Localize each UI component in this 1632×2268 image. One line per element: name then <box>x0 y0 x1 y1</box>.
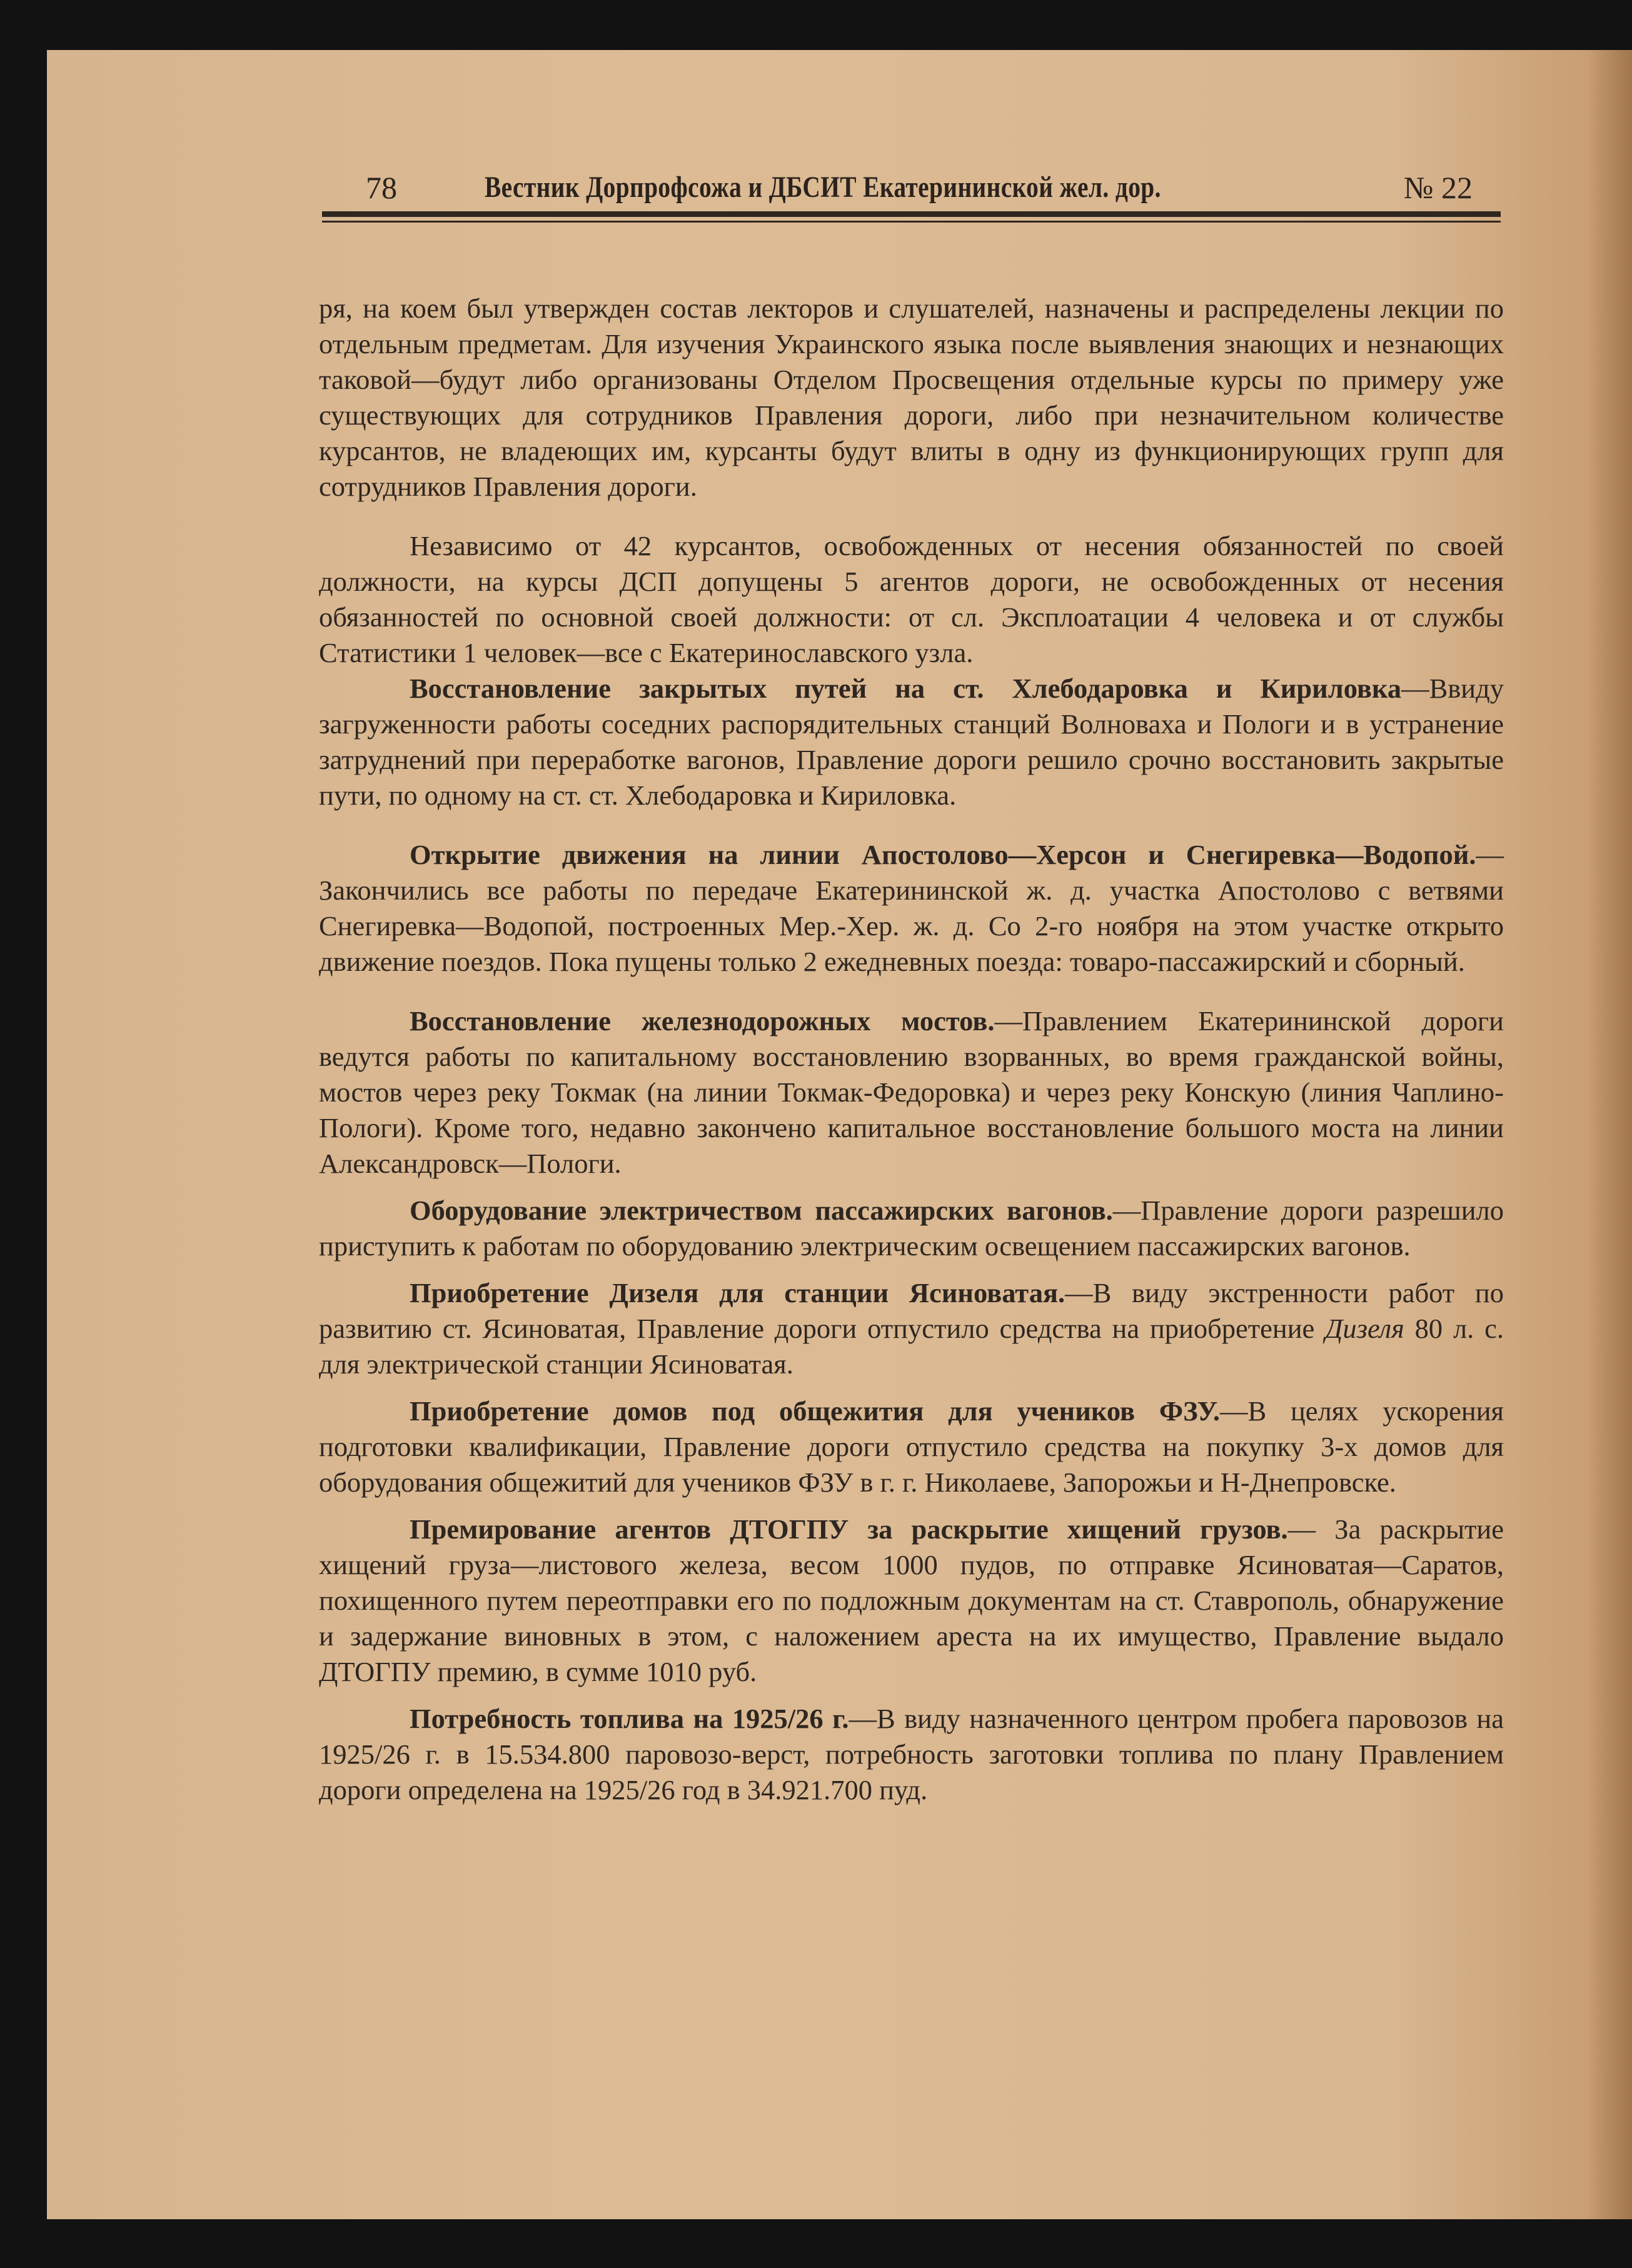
paragraph-text: —В целях ускорения подготовки квалификации, Правление дороги отпустило средства на покупку 3-х домов для оборудования общежитий для учеников ФЗУ в г. г. Николаеве, Запорожьи и Н-Днепровске. <box>319 1395 1504 1498</box>
paragraph-heading: Восстановление железнодорожных мостов. <box>410 1005 995 1036</box>
journal-page <box>47 50 1632 2219</box>
paragraph-heading: Восстановление закрытых путей на ст. Хлебодаровка и Кириловка <box>410 673 1402 704</box>
article-body <box>319 291 1504 1808</box>
header-rule-thick <box>322 211 1501 217</box>
paragraph-bonus <box>319 1512 1504 1690</box>
paragraph-italic-text: Дизеля <box>1325 1313 1404 1344</box>
paragraph-text: —Правление дороги разрешило приступить к работам по оборудованию электрическим освещением пассажирских вагонов. <box>319 1195 1504 1262</box>
paragraph-restoration-tracks <box>319 671 1504 813</box>
paragraph-text: 80 л. с. для электрической станции Ясиноватая. <box>319 1313 1504 1380</box>
paragraph-text: —Ввиду загруженности работы соседних распорядительных станций Волноваха и Пологи и в устранение затруднений при переработке вагонов, Правление дороги решило срочно восстановить закрытые пути, по одному на ст. ст. Хлебодаровка и Кириловка. <box>319 673 1504 811</box>
paragraph-text: —Закончились все работы по передаче Екатерининской ж. д. участка Апостолово с ветвями Снегиревка—Водопой, построенных Мер.-Хер. ж. д. Со 2-го ноября на этом участке открыто движение поездов. Пока пущены только 2 ежедневных поезда: товаро-пассажирский и сборный. <box>319 839 1504 977</box>
paragraph-courses <box>319 528 1504 671</box>
paragraph-heading: Премирование агентов ДТОГПУ за раскрытие хищений грузов. <box>410 1513 1288 1545</box>
paragraph-heading: Открытие движения на линии Апостолово—Херсон и Снегиревка—Водопой. <box>410 839 1476 870</box>
paragraph-diesel <box>319 1275 1504 1382</box>
paragraph-heading: Приобретение домов под общежития для учеников ФЗУ. <box>410 1395 1220 1427</box>
paragraph-continuation <box>319 291 1504 504</box>
paragraph-heading: Потребность топлива на 1925/26 г. <box>410 1703 849 1734</box>
header-rule-thin <box>322 221 1501 223</box>
paragraph-fuel <box>319 1701 1504 1808</box>
paragraph-bridges <box>319 1003 1504 1182</box>
running-title: Вестник Дорпрофсожа и ДБСИТ Екатерининской жел. дор. <box>485 171 1161 204</box>
paragraph-heading: Оборудование электричеством пассажирских вагонов. <box>410 1195 1113 1226</box>
paragraph-heading: Приобретение Дизеля для станции Ясиноватая. <box>410 1277 1065 1308</box>
paragraph-text: ря, на коем был утвержден состав лекторов и слушателей, назначены и распределены лекции по отдельным предметам. Для изучения Украинского языка после выявления знающих и незнающих таковой—будут либо организованы Отделом Просвещения отдельные курсы по примеру уже существующих для сотрудников Правления дороги, либо при незначительном количестве курсантов, не владеющих им, курсанты будут влиты в одну из функционирующих групп для сотрудников Правления дороги. <box>319 293 1504 502</box>
page-number: 78 <box>366 170 397 205</box>
paragraph-text: Независимо от 42 курсантов, освобожденных от несения обязанностей по своей должности, на курсы ДСП допущены 5 агентов дороги, не освобожденных от несения обязанностей по основной своей должности: от сл. Эксплоатации 4 человека и от службы Статистики 1 человек—все с Екатеринославского узла. <box>319 530 1504 668</box>
page-header <box>319 166 1501 209</box>
paragraph-electric-lighting <box>319 1193 1504 1264</box>
paragraph-text: —В виду назначенного центром пробега паровозов на 1925/26 г. в 15.534.800 паровозо-верст, потребность заготовки топлива по плану Правлением дороги определена на 1925/26 год в 34.921.700 пуд. <box>319 1703 1504 1805</box>
issue-number: № 22 <box>1403 170 1473 205</box>
paragraph-text: — За раскрытие хищений груза—листового железа, весом 1000 пудов, по отправке Ясиноватая—Саратов, похищенного путем переотправки его по подложным документам на ст. Ставрополь, обнаружение и задержание виновных в этом, с наложением ареста на их имущество, Правление выдало ДТОГПУ премию, в сумме 1010 руб. <box>319 1513 1504 1687</box>
paragraph-text: —В виду экстренности работ по развитию ст. Ясиноватая, Правление дороги отпустило средства на приобретение <box>319 1277 1504 1344</box>
paragraph-line-opening <box>319 837 1504 980</box>
paragraph-dormitories <box>319 1393 1504 1500</box>
paragraph-text: —Правлением Екатерининской дороги ведутся работы по капитальному восстановлению взорванных, во время гражданской войны, мостов через реку Токмак (на линии Токмак-Федоровка) и через реку Конскую (линия Чаплино-Пологи). Кроме того, недавно закончено капитальное восстановление большого моста на линии Александровск—Пологи. <box>319 1005 1504 1179</box>
